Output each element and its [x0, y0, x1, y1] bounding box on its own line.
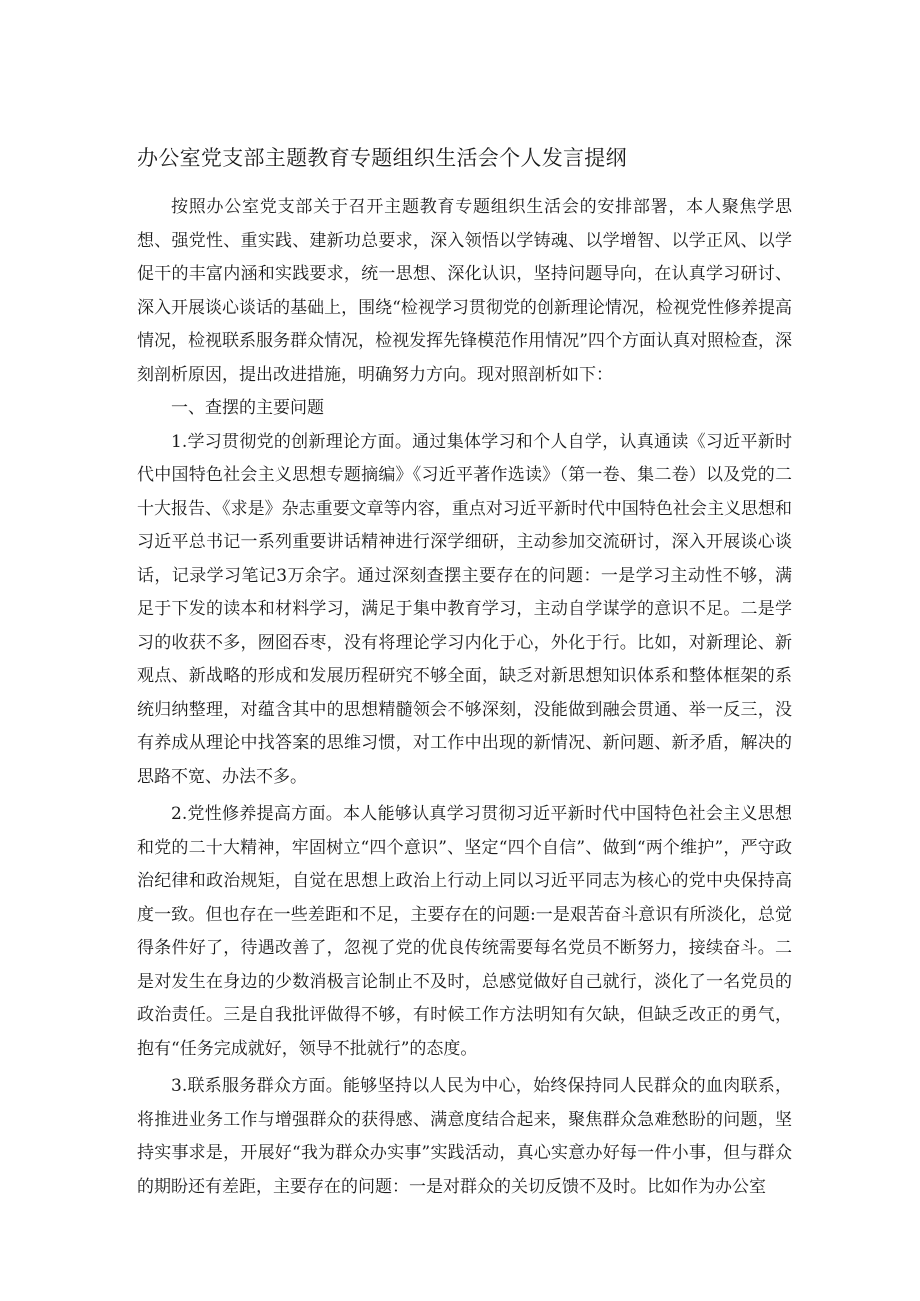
document-body	[137, 191, 792, 1204]
paragraph-party-spirit: 2.党性修养提高方面。本人能够认真学习贯彻习近平新时代中国特色社会主义思想和党的二十大精神，牢固树立“四个意识”、坚定“四个自信”、做到“两个维护”，严守政治纪律和政治规矩，自觉在思想上政治上行动上同以习近平同志为核心的党中央保持高度一致。但也存在一些差距和不足，主要存在的问题:一是艰苦奋斗意识有所淡化，总觉得条件好了，待遇改善了，忽视了党的优良传统需要每名党员不断努力，接续奋斗。二是对发生在身边的少数消极言论制止不及时，总感觉做好自己就行，淡化了一名党员的政治责任。三是自我批评做得不够，有时候工作方法明知有欠缺，但缺乏改正的勇气，抱有“任务完成就好，领导不批就行”的态度。	[137, 804, 792, 1059]
paragraph-theory-study: 1.学习贯彻党的创新理论方面。通过集体学习和个人自学，认真通读《习近平新时代中国特色社会主义思想专题摘编》《习近平著作选读》（第一卷、集二卷）以及党的二十大报告、《求是》杂志重要文章等内容，重点对习近平新时代中国特色社会主义思想和习近平总书记一系列重要讲话精神进行深学细研，主动参加交流研讨，深入开展谈心谈话，记录学习笔记3万余字。通过深刻查摆主要存在的问题：一是学习主动性不够，满足于下发的读本和材料学习，满足于集中教育学习，主动自学谋学的意识不足。二是学习的收获不多，囫囵吞枣，没有将理论学习内化于心，外化于行。比如，对新理论、新观点、新战略的形成和发展历程研究不够全面，缺乏对新思想知识体系和整体框架的系统归纳整理，对蕴含其中的思想精髓领会不够深刻，没能做到融会贯通、举一反三，没有养成从理论中找答案的思维习惯，对工作中出现的新情况、新问题、新矛盾，解决的思路不宽、办法不多。	[137, 431, 792, 787]
paragraph-serving-masses: 3.联系服务群众方面。能够坚持以人民为中心，始终保持同人民群众的血肉联系，将推进业务工作与增强群众的获得感、满意度结合起来，聚焦群众急难愁盼的问题，坚持实事求是，开展好“我为群众办实事”实践活动，真心实意办好每一件小事，但与群众的期盼还有差距，主要存在的问题：一是对群众的关切反馈不及时。比如作为办公室	[137, 1076, 792, 1197]
document-title: 办公室党支部主题教育专题组织生活会个人发言提纲	[137, 146, 627, 170]
section-heading-problems: 一、查摆的主要问题	[171, 398, 324, 418]
intro-paragraph: 按照办公室党支部关于召开主题教育专题组织生活会的安排部署，本人聚焦学思想、强党性、重实践、建新功总要求，深入领悟以学铸魂、以学增智、以学正风、以学促干的丰富内涵和实践要求，统一思想、深化认识，坚持问题导向，在认真学习研讨、深入开展谈心谈话的基础上，围绕“检视学习贯彻党的创新理论情况，检视党性修养提高情况，检视联系服务群众情况，检视发挥先锋模范作用情况”四个方面认真对照检查，深刻剖析原因，提出改进措施，明确努力方向。现对照剖析如下：	[137, 197, 792, 385]
